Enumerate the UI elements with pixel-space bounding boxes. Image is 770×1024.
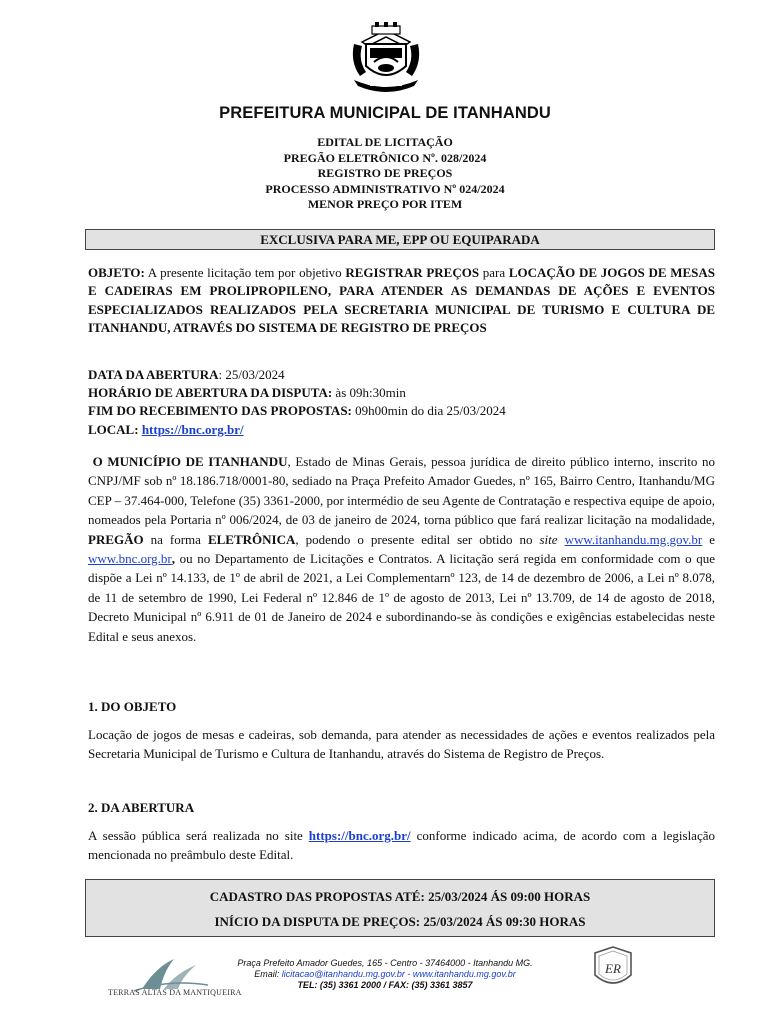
site-italic: site [539,531,558,547]
horario-value: às 09h:30min [332,385,406,401]
objeto-text: para [479,265,509,280]
local-link[interactable]: https://bnc.org.br/ [141,421,244,437]
abertura-line [88,366,715,384]
cadastro-line: CADASTRO DAS PROPOSTAS ATÉ: 25/03/2024 ÁS 09:00 HORAS [209,889,591,904]
municipal-crest-logo [348,22,424,94]
municipality-title: PREFEITURA MUNICIPAL DE ITANHANDU [219,104,551,122]
terras-altas-text: TERRAS ALTAS DA MANTIQUEIRA [108,988,242,997]
er-shield-logo [591,945,635,993]
objeto-label: OBJETO: [88,265,145,280]
municipio-name: O MUNICÍPIO DE ITANHANDU [92,454,288,469]
section1-body: Locação de jogos de mesas e cadeiras, sob demanda, para atender as necessidades de ações e eventos realizados pela Secretaria Municipal de Turismo e Cultura de Itanhandu, através do Sistema de Registro de Preços. [88,727,715,762]
horario-label: HORÁRIO DE ABERTURA DA DISPUTA: [88,385,333,401]
eletronica-bold: ELETRÔNICA [207,531,296,547]
bnc-link[interactable]: www.bnc.org.br [88,551,172,567]
fim-value: 09h00min do dia 25/03/2024 [351,403,506,419]
pregao-bold: PREGÃO [88,531,144,547]
footer-email[interactable]: licitacao@itanhandu.mg.gov.br - www.itanhandu.mg.gov.br [281,969,516,979]
municipio-paragraph [88,452,715,646]
exclusiva-box: EXCLUSIVA PARA ME, EPP OU EQUIPARADA [85,229,715,250]
fim-label: FIM DO RECEBIMENTO DAS PROPOSTAS: [88,403,352,419]
municipio-text: e [702,531,716,547]
dates-block [88,366,715,439]
local-label: LOCAL: [88,421,139,437]
objeto-text: A presente licitação tem por objetivo [144,265,346,280]
section2-text: conforme indicado acima, de acordo com a legislação mencionada no preâmbulo deste Edital. [88,828,715,863]
abertura-value: : 25/03/2024 [218,367,285,382]
er-logo-text: ER [605,961,621,976]
footer-contact [0,958,770,991]
objeto-bold: LOCAÇÃO DE JOGOS DE MESAS E CADEIRAS EM PROLIPROPILENO, PARA ATENDER AS DEMANDAS DE AÇÕES E EVENTOS ESPECIALIZADOS REALIZADOS PELA SECRETARIA MUNICIPAL DE TURISMO E CULTURA DE ITANHANDU, ATRAVÉS DO SISTEMA DE REGISTRO DE PREÇOS [88,265,716,336]
abertura-label: DATA DA ABERTURA [88,367,219,382]
section2-text: A sessão pública será realizada no site [88,828,309,843]
comma-bold: , [171,551,176,567]
municipio-text: , podendo o presente edital ser obtido no [295,531,540,547]
objeto-bold: REGISTRAR PREÇOS [345,265,480,280]
objeto-paragraph [88,264,715,338]
edital-line: PREGÃO ELETRÔNICO Nº. 028/2024 [283,150,487,165]
fim-line [88,402,715,420]
local-line [88,421,715,439]
section2-title: 2. DA ABERTURA [88,800,195,815]
section2-body [88,826,715,865]
itanhandu-link[interactable]: www.itanhandu.mg.gov.br [564,531,703,547]
edital-line: MENOR PREÇO POR ITEM [307,197,463,212]
section2-link[interactable]: https://bnc.org.br/ [308,828,411,843]
disputa-line: INÍCIO DA DISPUTA DE PREÇOS: 25/03/2024 ÁS 09:30 HORAS [214,914,586,929]
edital-line: REGISTRO DE PREÇOS [317,166,453,181]
footer-email-line [0,969,770,980]
footer-address: Praça Prefeito Amador Guedes, 165 - Centro - 37464000 - Itanhandu MG. [237,958,533,968]
email-label: Email: [254,969,282,979]
municipio-text: na forma [143,531,208,547]
municipio-text: ou no Departamento de Licitações e Contratos. A licitação será regida em conformidade com o que dispõe a Lei nº 14.133, de 1º de abril de 2021, a Lei Complementarnº 123, de 14 de dezembro de 2006, a Lei nº 8.078, de 11 de setembro de 1990, Lei Federal nº 12.846 de 1º de agosto de 2013, Lei nº 13.709, de 14 de agosto de 2018, Decreto Municipal nº 6.911 de 01 de Janeiro de 2024 e subordinando-se às condições e exigências estabelecidas neste Edital e seus anexos. [88,551,715,644]
horario-line [88,384,715,402]
footer-tel: TEL: (35) 3361 2000 / FAX: (35) 3361 3857 [297,980,473,990]
edital-line: EDITAL DE LICITAÇÃO [317,135,453,149]
section1-title: 1. DO OBJETO [88,699,177,714]
municipio-text: , Estado de Minas Gerais, pessoa jurídica de direito público interno, inscrito no CNPJ/MF sob nº 18.186.718/0001-80, sediado na Praça Prefeito Amador Guedes, nº 165, Bairro Centro, Itanhandu/MG CEP – 37.464-000, Telefone (35) 3361-2000, por intermédio de seu Agente de Contratação e respectiva equipe de apoio, nomeados pela Portaria nº 006/2024, de 03 de janeiro de 2024, torna público que fará realizar licitação na modalidade, [88,454,715,528]
edital-line: PROCESSO ADMINISTRATIVO Nº 024/2024 [265,181,505,196]
edital-heading [0,135,770,213]
cadastro-box [85,879,715,937]
